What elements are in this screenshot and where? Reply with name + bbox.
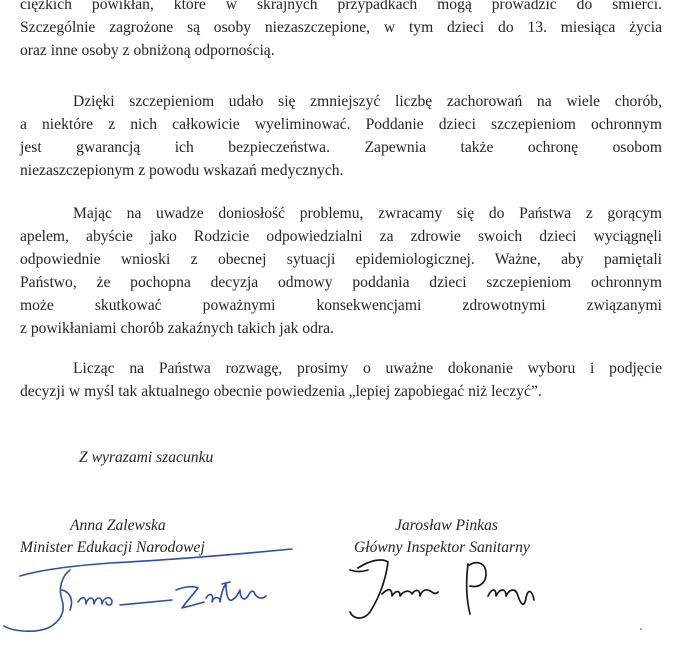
paragraph-1 (20, 0, 662, 62)
paragraph-line: a niektóre z nich całkowicie wyeliminować. Poddanie dzieci szczepieniom ochronnym (20, 116, 662, 133)
paragraph-line: z powikłaniami chorób zakaźnych takich jak odra. (20, 320, 334, 337)
paragraph-line: Licząc na Państwa rozwagę, prosimy o uważne dokonanie wyboru i podjęcie (73, 360, 662, 377)
signatory-left-title: Minister Edukacji Narodowej (20, 539, 205, 556)
paragraph-4 (20, 357, 662, 403)
paragraph-line: może skutkować poważnymi konsekwencjami zdrowotnymi związanymi (20, 297, 662, 314)
paragraph-3 (20, 202, 662, 340)
scan-dot (640, 628, 642, 630)
paragraph-line: decyzji w myśl tak aktualnego obecnie powiedzenia „lepiej zapobiegać niż leczyć”. (20, 383, 542, 400)
paragraph-line: Państwo, że pochopna decyzja odmowy poddania dzieci szczepieniom ochronnym (20, 274, 662, 291)
paragraph-line: jest gwarancją ich bezpieczeństwa. Zapewnia także ochronę osobom (20, 139, 662, 156)
signatory-left-name: Anna Zalewska (70, 517, 166, 534)
signatory-right-title: Główny Inspektor Sanitarny (354, 539, 530, 556)
paragraph-2 (20, 90, 662, 182)
signature-left-icon (0, 540, 300, 645)
closing-salutation: Z wyrazami szacunku (79, 449, 214, 466)
paragraph-line: apelem, abyście jako Rodzicie odpowiedzialni za zdrowie swoich dzieci wyciągnęli (20, 228, 662, 245)
paragraph-line: Dzięki szczepieniom udało się zmniejszyć liczbę zachorowań na wiele chorób, (73, 93, 662, 110)
paragraph-line: niezaszczepionym z powodu wskazań medycznych. (20, 162, 344, 179)
paragraph-line: odpowiednie wnioski z obecnej sytuacji epidemiologicznej. Ważne, aby pamiętali (20, 251, 662, 268)
paragraph-line: oraz inne osoby z obniżoną odpornością. (20, 42, 275, 59)
signature-right-icon (340, 550, 550, 630)
paragraph-line: Szczególnie zagrożone są osoby niezaszczepione, w tym dzieci do 13. miesiąca życia (20, 19, 662, 36)
paragraph-line: ciężkich powikłań, które w skrajnych przypadkach mogą prowadzić do śmierci. (20, 0, 662, 13)
signatory-right-name: Jarosław Pinkas (395, 517, 498, 534)
paragraph-line: Mając na uwadze doniosłość problemu, zwracamy się do Państwa z gorącym (73, 205, 662, 222)
